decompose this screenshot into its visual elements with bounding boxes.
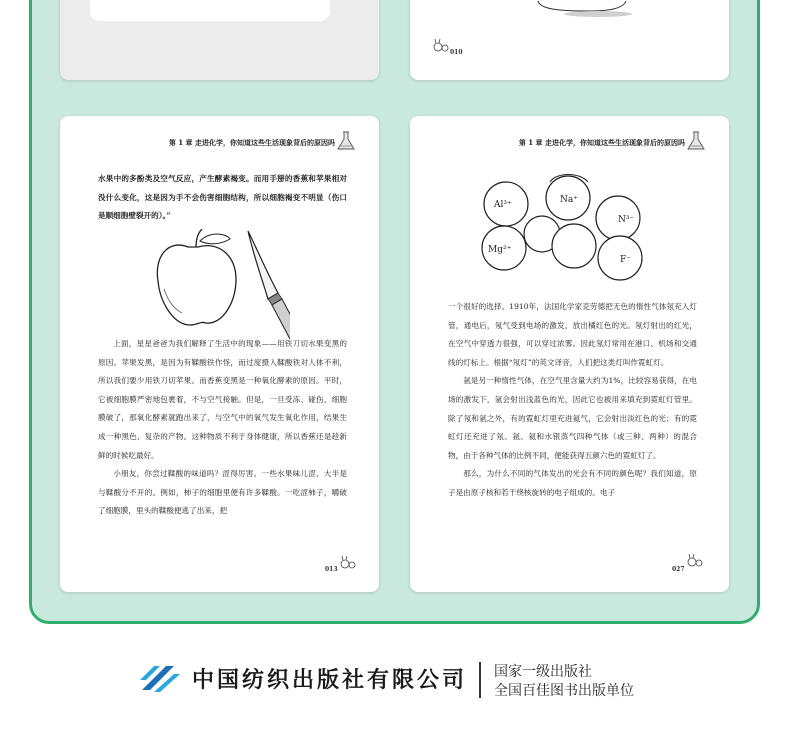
paragraph: 小朋友，你尝过鞣酸的味道吗？涩得厉害。一些水果味儿涩、大半是与鞣酸分不开的。例如，柿子的细胞里便有许多鞣酸。一吃涩柿子，嚼破了细胞膜，里头的鞣酸便逃了出来，把 <box>98 469 347 516</box>
ion-label: Mg²⁺ <box>488 245 512 255</box>
publisher-honor-2: 全国百佳图书出版单位 <box>494 683 634 699</box>
bunny-icon <box>338 556 358 570</box>
apple-knife-illustration <box>150 229 290 339</box>
paragraph: 那么，为什么不同的气体发出的光会有不同的颜色呢？我们知道，原子是由原子核和若干绕核旋转的电子组成的。电子 <box>448 469 697 497</box>
ion-label: F⁻ <box>620 255 631 265</box>
preview-panel <box>29 0 760 624</box>
body-text <box>98 335 347 521</box>
flask-icon <box>335 130 357 152</box>
ion-label: Al³⁺ <box>494 200 512 210</box>
flask-icon <box>685 130 707 152</box>
ion-label: Na⁺ <box>560 195 578 205</box>
paragraph: 氩是另一种惰性气体，在空气里含量大约为1%，比较容易获得，在电场的激发下，氩会射出浅蓝色的光，因此它也被用来填充到霓虹灯管里。除了氖和氩之外，有的霓虹灯里充进氦气，它会射出淡红色的光；有的霓虹灯还充进了氖、氩、氦和水银蒸气四种气体（或三种、两种）的混合物，由于各种气体的比例不同，便能获得五颜六色的霓虹灯了。 <box>448 376 697 460</box>
ion-balls-illustration <box>480 174 660 284</box>
publisher-logo <box>140 664 180 694</box>
publisher-honor-1: 国家一级出版社 <box>494 664 592 680</box>
paragraph: 上面，星星爸爸为我们解释了生活中的现象——用铁刀切水果变黑的原因。苹果发黑，是因为有鞣酸铁作怪，而过度摄入鞣酸铁对人体不利，所以我们要少用铁刀切苹果。而香蕉变黑是一种氧化酵素的原因。平时，它被细胞膜严密地包裹着，不与空气接触。但是，一旦受冻、碰伤，细胞膜破了，那氧化酵素就跑出来了，与空气中的氧气发生氧化作用，结果生成一种黑色、复杂的产物。这种物质不利于身体健康，所以香蕉还是趁新鲜的时候吃最好。 <box>98 339 347 460</box>
page-number: 013 <box>325 566 338 573</box>
body-text <box>98 170 347 226</box>
right-page <box>410 116 729 592</box>
page-number: 027 <box>672 566 685 573</box>
illustration-fragment <box>528 0 638 19</box>
ion-label: N³⁻ <box>618 215 635 225</box>
top-left-page <box>60 0 379 80</box>
body-text <box>448 298 697 503</box>
paragraph: 一个很好的选择。1910年，法国化学家克劳德把无色的惰性气体氖充入灯管，通电后，氖气受到电场的激发，放出橘红色的光。氖灯射出的红光，在空气中穿透力很强，可以穿过浓雾。因此氖灯常用在港口、机场和交通线的灯标上。根据“氖灯”的英文译音，人们把这类灯叫作霓虹灯。 <box>448 302 697 367</box>
running-head: 第 1 章 走进化学，你知道这些生活现象背后的原因吗 <box>168 138 335 147</box>
footer-divider <box>479 662 481 698</box>
running-head: 第 1 章 走进化学，你知道这些生活现象背后的原因吗 <box>518 138 685 147</box>
page-number: 010 <box>450 49 463 56</box>
paragraph: 水果中的多酚类及空气反应，产生酵素褐变。而用手掰的香蕉和苹果相对没什么变化，这是因为手不会伤害细胞结构，所以细胞褐变不明显（伤口是顺细胞壁裂开的）。” <box>98 174 347 221</box>
left-page <box>60 116 379 592</box>
top-right-page <box>410 0 729 80</box>
blank-box <box>90 0 330 21</box>
publisher-name: 中国纺织出版社有限公司 <box>192 667 468 693</box>
bunny-icon <box>432 39 452 53</box>
bunny-icon <box>685 554 705 568</box>
